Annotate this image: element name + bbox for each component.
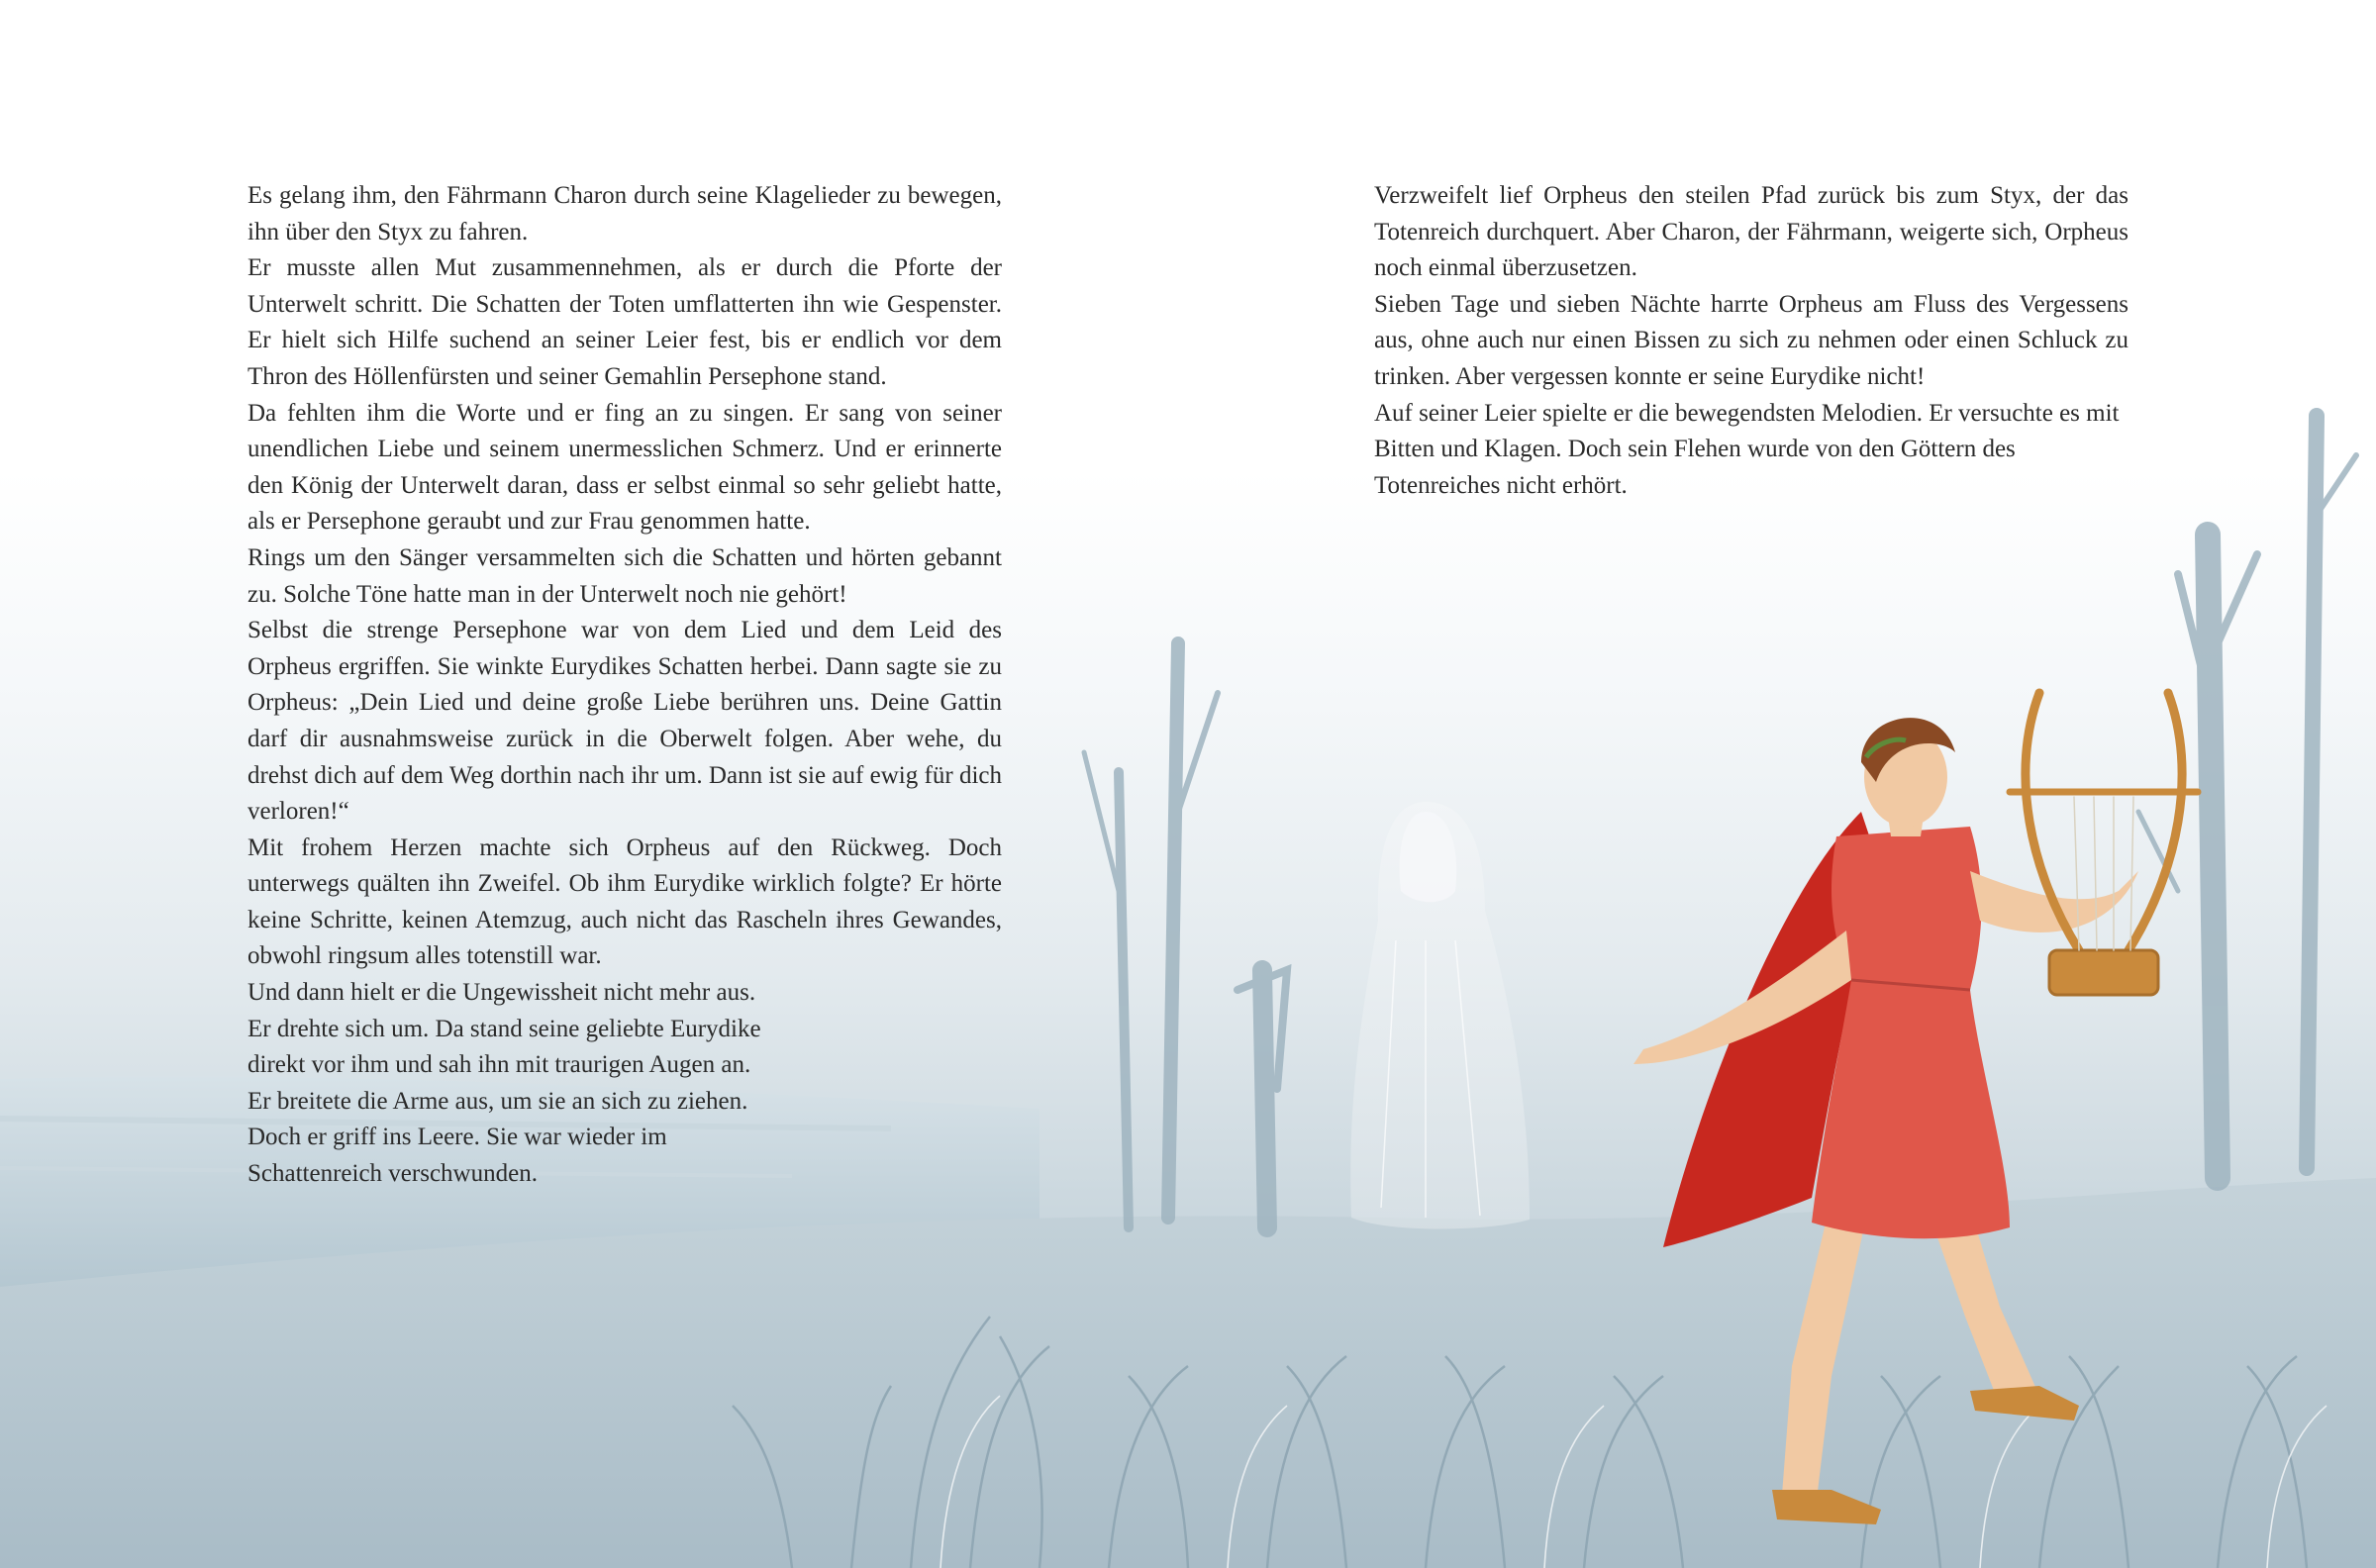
paragraph: Verzweifelt lief Orpheus den steilen Pfad zurück bis zum Styx, der das Totenreich durchquert. Aber Charon, der Fährmann, weigerte sich, Orpheus noch einmal überzusetzen. <box>1374 182 2128 282</box>
paragraph: Er drehte sich um. Da stand seine geliebte Eurydike direkt vor ihm und sah ihn mit traurigen Augen an. <box>248 1015 761 1079</box>
story-text-right <box>1374 178 2128 504</box>
paragraph: Auf seiner Leier spielte er die bewegendsten Melodien. Er versuchte es mit Bitten und Klagen. Doch sein Flehen wurde von den Göttern des Totenreiches nicht erhört. <box>1374 399 2120 499</box>
paragraph: Er breitete die Arme aus, um sie an sich zu ziehen. <box>248 1087 748 1115</box>
paragraph: Rings um den Sänger versammelten sich die Schatten und hörten gebannt zu. Solche Töne hatte man in der Unterwelt noch nie gehört! <box>248 543 1002 608</box>
paragraph: Es gelang ihm, den Fährmann Charon durch seine Klagelieder zu bewegen, ihn über den Styx zu fahren. <box>248 182 1002 245</box>
paragraph: Er musste allen Mut zusammennehmen, als er durch die Pforte der Unterwelt schritt. Die Schatten der Toten umflatterten ihn wie Gespenster. Er hielt sich Hilfe suchend an seiner Leier fest, bis er endlich vor dem Thron des Höllenfürsten und seiner Gemahlin Persephone stand. <box>248 254 1002 390</box>
paragraph: Selbst die strenge Persephone war von dem Lied und dem Leid des Orpheus ergriffen. Sie winkte Eurydikes Schatten herbei. Dann sagte sie zu Orpheus: „Dein Lied und deine große Liebe berühren uns. Deine Gattin darf dir ausnahmsweise zurück in die Oberwelt folgen. Aber wehe, du drehst dich auf dem Weg dorthin nach ihr um. Dann ist sie auf ewig für dich verloren!“ <box>248 617 1002 826</box>
story-text-left <box>248 178 1002 1193</box>
paragraph: Mit frohem Herzen machte sich Orpheus auf den Rückweg. Doch unterwegs quälten ihn Zweifel. Ob ihm Eurydike wirklich folgte? Er hörte keine Schritte, keinen Atemzug, auch nicht das Rascheln ihres Gewandes, obwohl ringsum alles totenstill war. <box>248 833 1002 970</box>
paragraph: Sieben Tage und sieben Nächte harrte Orpheus am Fluss des Vergessens aus, ohne auch nur einen Bissen zu sich zu nehmen oder einen Schluck zu trinken. Aber vergessen konnte er seine Eurydike nicht! <box>1374 290 2128 390</box>
lyre <box>2010 693 2198 995</box>
eurydike-ghost <box>1350 802 1530 1229</box>
paragraph: Da fehlten ihm die Worte und er fing an zu singen. Er sang von seiner unendlichen Liebe und seinem unermesslichen Schmerz. Und er erinnerte den König der Unterwelt daran, dass er selbst einmal so sehr geliebt hatte, als er Persephone geraubt und zur Frau genommen hatte. <box>248 399 1002 536</box>
paragraph: Und dann hielt er die Ungewissheit nicht mehr aus. <box>248 979 756 1007</box>
paragraph: Doch er griff ins Leere. Sie war wieder im Schattenreich verschwunden. <box>248 1124 667 1188</box>
